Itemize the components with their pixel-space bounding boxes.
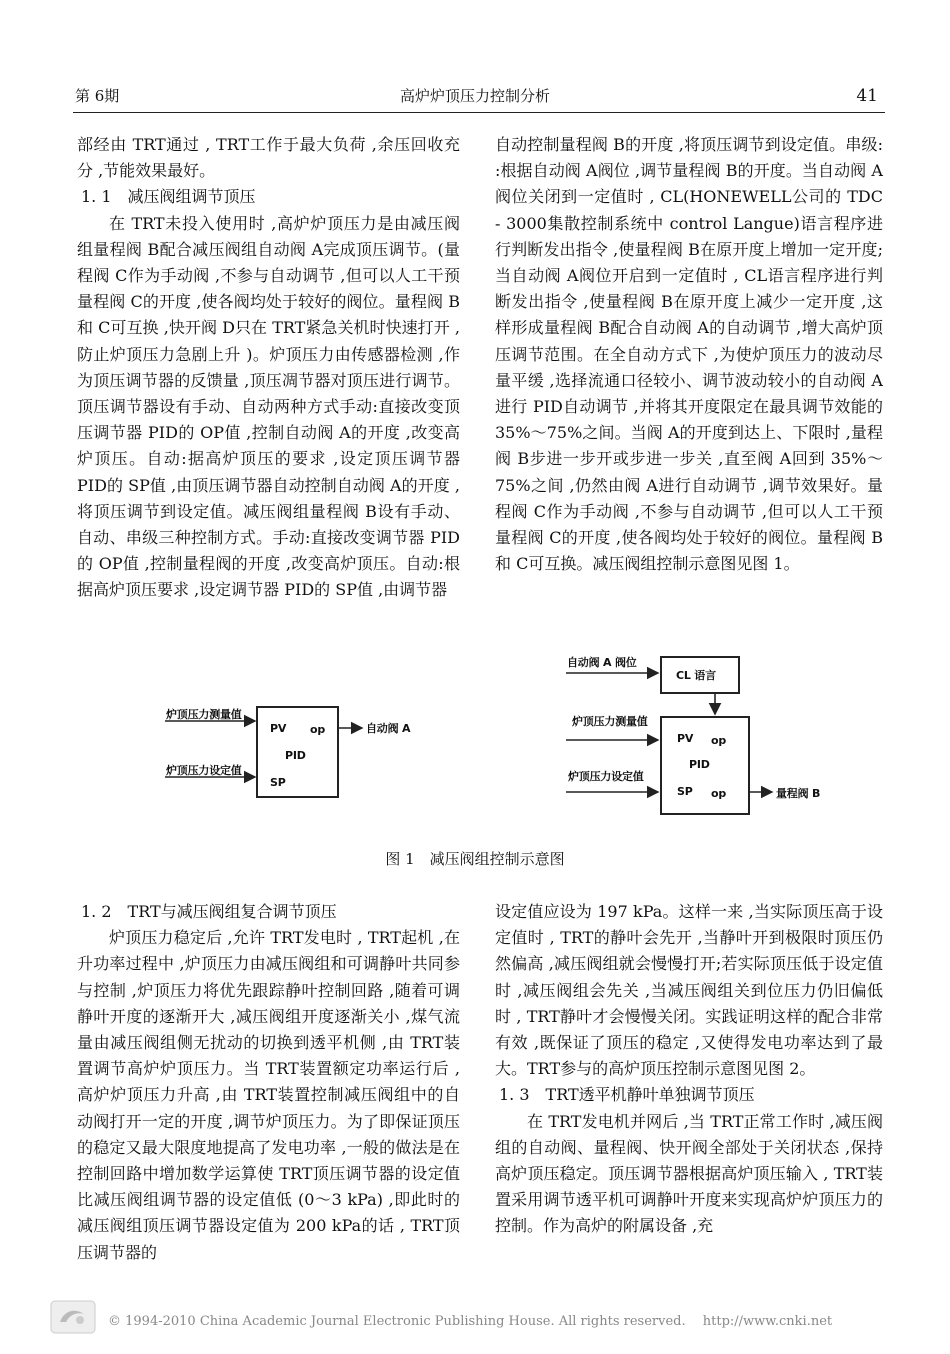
paragraph: 在 TRT发电机并网后 ,当 TRT正常工作时 ,减压阀组的自动阀、量程阀、快开阀全部处于关闭状态 ,保持高炉顶压稳定。顶压调节器根据高炉顶压输入 , TRT装置采用调节透平机可调静叶开度来实现高炉炉顶压力的控制。作为高炉的附属设备 ,充 — [495, 1111, 883, 1236]
bottom-right-column — [495, 899, 883, 1240]
valve-a-position-label: 自动阀 A 阀位 — [567, 656, 637, 669]
figure-1 — [0, 640, 950, 840]
output-valve-b: 量程阀 B — [776, 787, 821, 800]
sp-port: SP — [270, 776, 286, 789]
top-left-column — [77, 132, 460, 604]
section-heading-1-1: 1. 1 减压阀组调节顶压 — [81, 187, 256, 207]
paragraph: 在 TRT未投入使用时 ,高炉炉顶压力是由减压阀组量程阀 B配合减压阀组自动阀 A完成顶压调节。(量程阀 C作为手动阀 ,不参与自动调节 ,但可以人工干预量程阀 C的开度 ,使各阀均处于较好的阀位。量程阀 B和 C可互换 ,快开阀 D只在 TRT紧急关机时快速打开 ,防止炉顶压力急剧上升 )。炉顶压力由传感器检测 ,作为顶压调节器的反馈量 ,顶压凋节器对顶压进行调节。顶压调节器设有手动、自动两种方式手动:直接改变顶压调节器 PID的 OP值 ,控制自动阀 A的开度 ,改变高炉顶压。自动:据高炉顶压的要求 ,设定顶压调节器 PID的 SP值 ,由顶压调节器自动控制自动阀 A的开度 ,将顶压调节到设定值。减压阀组量程阀 B设有手动、自动、串级三种控制方式。手动:直接改变调节器 PID的 OP值 ,控制量程阀的开度 ,改变高炉顶压。自动:根据高炉顶压要求 ,设定调节器 PID的 SP值 ,由调节器 — [77, 213, 460, 600]
paragraph: 自动控制量程阀 B的开度 ,将顶压调节到设定值。串级: :根据自动阀 A阀位 ,调节量程阀 B的开度。当自动阀 A阀位关闭到一定值时 , CL(HONEWELL公司的 TDC - 3000集散控制系统中 control Langue)语言程序进行判断发出指令 ,使量程阀 B在原开度上增加一定开度;当自动阀 A阀位开启到一定值时 , CL语言程序进行判断发出指令 ,使量程阀 B在原开度上减少一定开度 ,这样形成量程阀 B配合自动阀 A的自动调节 ,增大高炉顶压调节范围。在全自动方式下 ,为使炉顶压力的波动尽量平缓 ,选择流通口径较小、调节波动较小的自动阀 A进行 PID自动调节 ,并将其开度限定在最具调节效能的 35%～75%之间。当阀 A的开度到达上、下限时 ,量程阀 B步进一步开或步进一步关 ,直至阀 A回到 35%～75%之间 ,仍然由阀 A进行自动调节 ,调节效果好。量程阀 C作为手动阀 ,不参与自动调节 ,但可以人工干预量程阀 C的开度 ,使各阀均处于较好的阀位。量程阀 B和 C可互换。减压阀组控制示意图见图 1。 — [495, 135, 883, 574]
cl-language-label: CL 语言 — [676, 669, 716, 682]
paragraph: 设定值应设为 197 kPa。这样一来 ,当实际顶压高于设定值时 , TRT的静叶会先开 ,当静叶开到极限时顶压仍然偏高 ,减压阀组就会慢慢打开;若实际顶压低于设定值时 ,减压阀组会先关 ,当减压阀组关到位压力仍旧偏低时 , TRT静叶才会慢慢关闭。实践证明这样的配合非常有效 ,既保证了顶压的稳定 ,又使得发电功率达到了最大。TRT参与的高炉顶压控制示意图见图 2。 — [495, 902, 883, 1079]
bottom-left-column — [77, 899, 460, 1266]
figure-1-wiring — [0, 640, 950, 840]
pid-label: PID — [689, 758, 710, 771]
copyright-footer: © 1994-2010 China Academic Journal Electronic Publishing House. All rights reserved. http://www.cnki.net — [108, 1314, 833, 1329]
op-port: op — [310, 723, 326, 736]
issue-label: 第 6期 — [75, 87, 120, 105]
pv-port: PV — [677, 732, 694, 745]
top-right-column — [495, 132, 883, 577]
sp-port: SP — [677, 785, 693, 798]
sp-input-label: 炉顶压力设定值 — [568, 770, 644, 783]
op-port: op — [711, 734, 727, 747]
paragraph: 部经由 TRT通过 , TRT工作于最大负荷 ,余压回收充分 ,节能效果最好。 — [77, 135, 460, 181]
pid-label: PID — [285, 749, 306, 762]
sp-input-label: 炉顶压力设定值 — [166, 764, 242, 777]
figure-1-caption: 图 1 减压阀组控制示意图 — [385, 850, 565, 868]
output-valve-a: 自动阀 A — [366, 722, 411, 735]
section-heading-1-2: 1. 2 TRT与减压阀组复合调节顶压 — [81, 902, 337, 921]
running-title: 高炉炉顶压力控制分析 — [399, 87, 550, 105]
cnki-logo-icon — [50, 1300, 96, 1334]
op-port: op — [711, 787, 727, 800]
paragraph: 炉顶压力稳定后 ,允许 TRT发电时 , TRT起机 ,在升功率过程中 ,炉顶压力由减压阀组和可调静叶共同参与控制 ,炉顶压力将优先跟踪静叶控制回路 ,随着可调静叶开度的逐渐开大 ,减压阀组开度逐渐关小 ,煤气流量由减压阀组侧无扰动的切换到透平机侧 ,由 TRT装置调节高炉炉顶压力。当 TRT装置额定功率运行后 ,高炉炉顶压力升高 ,由 TRT装置控制减压阀组中的自动阀打开一定的开度 ,调节炉顶压力。为了即保证顶压的稳定又最大限度地提高了发电功率 ,一般的做法是在控制回路中增加数学运算使 TRT顶压调节器的设定值比减压阀组调节器的设定值低 (0～3 kPa) ,即此时的减压阀组顶压调节器设定值为 200 kPa的话 , TRT顶压调节器的 — [77, 928, 460, 1262]
page-number: 41 — [856, 86, 878, 106]
pv-port: PV — [270, 722, 287, 735]
pv-input-label: 炉顶压力测量值 — [572, 715, 648, 728]
pv-input-label: 炉顶压力测量值 — [166, 708, 242, 721]
header-rule — [73, 112, 885, 113]
section-heading-1-3: 1. 3 TRT透平机静叶单独调节顶压 — [499, 1085, 755, 1105]
